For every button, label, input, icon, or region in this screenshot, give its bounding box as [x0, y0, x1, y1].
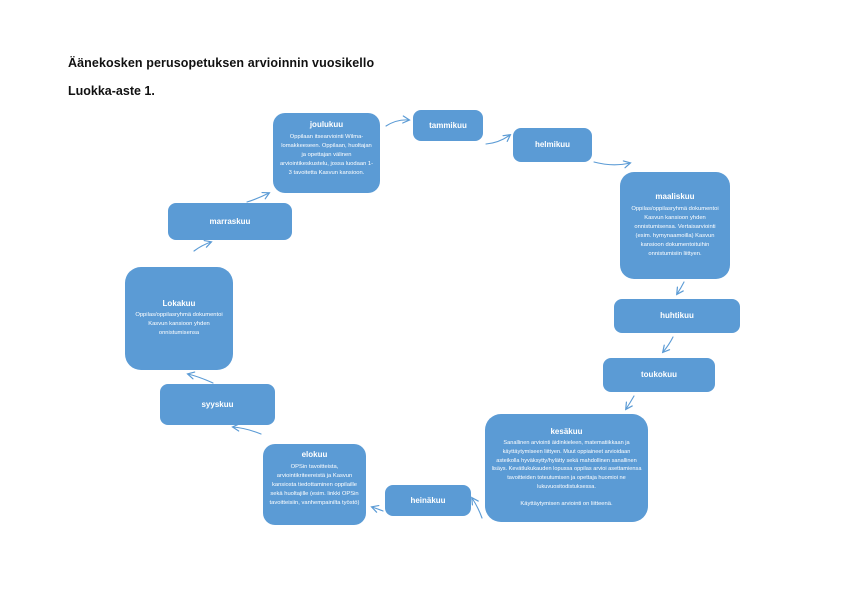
arrow-helmikuu-maaliskuu [594, 162, 630, 165]
month-box-huhtikuu [614, 299, 740, 333]
page-subtitle: Luokka-aste 1. [68, 84, 155, 98]
arrow-kesakuu-heinakuu [472, 498, 482, 518]
month-label-elokuu: elokuu [301, 450, 328, 459]
month-body-elokuu: OPSin tavoitteista, arviointikriteereistä ja Kasvun kansiosta tiedottaminen oppilaille sekä huoltajille (esim. linkki OPSin tavoitteisiin, vanhempainilta työstö) [269, 463, 360, 506]
arrow-syyskuu-lokakuu [188, 374, 213, 383]
month-label-marraskuu: marraskuu [209, 216, 251, 226]
month-body-maaliskuu: Oppilas/oppilasryhmä dokumentoi Kasvun kansioon yhden onnistumisensa. Vertaisarviointi (esim. hymynaamoilla) Kasvun kansioon dokumentoituihin onnistumisiin liittyen. [631, 205, 719, 257]
arrow-joulukuu-tammikuu [386, 120, 409, 126]
month-box-heinakuu [385, 485, 471, 516]
month-label-heinakuu: heinäkuu [410, 495, 446, 505]
arrow-heinakuu-elokuu [372, 507, 383, 511]
month-box-marraskuu [168, 203, 292, 240]
arrow-tammikuu-helmikuu [486, 135, 510, 144]
page-title: Äänekosken perusopetuksen arvioinnin vuosikello [68, 56, 375, 70]
month-body-lokakuu: Oppilas/oppilasryhmä dokumentoi Kasvun kansioon yhden onnistumisensa [135, 312, 223, 337]
month-box-maaliskuu [620, 172, 730, 279]
month-body2-kesakuu: Käyttäytymisen arviointi on liitteenä. [520, 501, 613, 508]
month-box-lokakuu [125, 267, 233, 370]
arrow-elokuu-syyskuu [233, 427, 261, 434]
month-box-joulukuu [273, 113, 380, 193]
month-label-helmikuu: helmikuu [534, 140, 571, 150]
month-label-syyskuu: syyskuu [201, 399, 234, 409]
month-body-kesakuu: Sanallinen arviointi äidinkieleen, matematiikkaan ja käyttäytymiseen liittyen. Muut oppiaineet arvioidaan asteikolla hyväksytty/hylätty sekä mahdollinen sanallinen lisäys. Kevätlukukauden lopussa oppilas arvioi asettamiensa tavoitteiden toteutumisen ja opettaja huomioi ne lukuvuositodistuksessa. [491, 440, 642, 490]
arrow-lokakuu-marraskuu [194, 242, 211, 251]
month-box-tammikuu [413, 110, 483, 141]
arrow-toukokuu-kesakuu [626, 396, 634, 409]
month-box-elokuu [263, 444, 366, 525]
month-body-joulukuu: Oppilaan itsearviointi Wilma-lomakkeeseen. Oppilaan, huoltajan ja opettajan välinen arviointikeskustelu, jossa luodaan 1-3 tavoitetta Kasvun kansioon. [279, 133, 374, 176]
month-box-syyskuu [160, 384, 275, 425]
arrow-huhtikuu-toukokuu [663, 337, 673, 352]
month-label-maaliskuu: maaliskuu [655, 192, 695, 202]
month-label-joulukuu: joulukuu [309, 120, 344, 129]
month-box-toukokuu [603, 358, 715, 392]
month-label-huhtikuu: huhtikuu [660, 311, 694, 321]
month-box-kesakuu [485, 414, 648, 522]
month-label-kesakuu: kesäkuu [550, 426, 583, 436]
month-label-toukokuu: toukokuu [641, 370, 677, 380]
arrow-marraskuu-joulukuu [247, 193, 269, 202]
month-label-tammikuu: tammikuu [429, 120, 467, 130]
month-box-helmikuu [513, 128, 592, 162]
month-label-lokakuu: Lokakuu [162, 298, 196, 308]
arrow-maaliskuu-huhtikuu [677, 282, 684, 294]
